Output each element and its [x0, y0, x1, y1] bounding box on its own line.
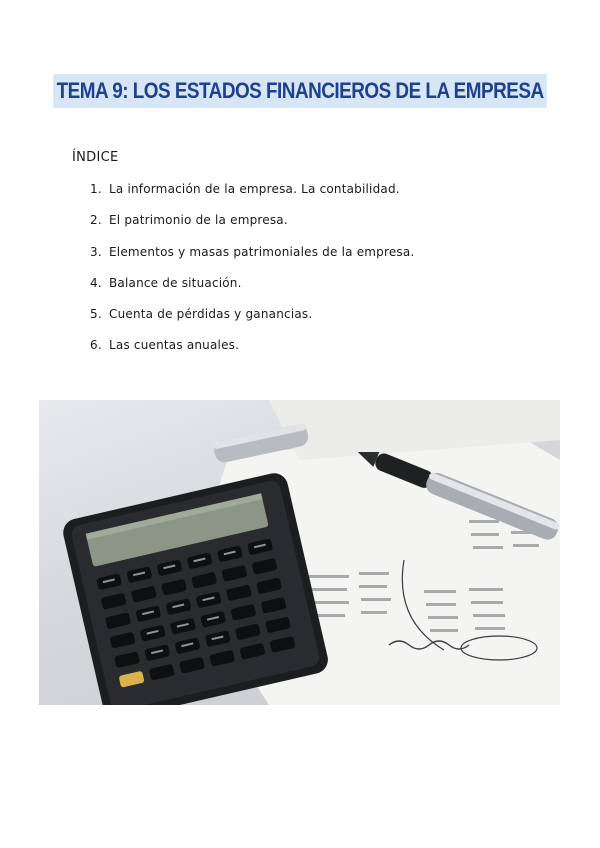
page-title: TEMA 9: LOS ESTADOS FINANCIEROS DE LA EMPRESA	[53, 74, 547, 108]
calculator-photo	[39, 400, 560, 705]
title-container	[0, 74, 600, 108]
calculator-icon	[60, 470, 330, 705]
index-heading: ÍNDICE	[72, 150, 119, 165]
toc-item: 2. El patrimonio de la empresa.	[90, 213, 288, 228]
toc-item: 1. La información de la empresa. La contabilidad.	[90, 182, 400, 196]
toc-item: 3. Elementos y masas patrimoniales de la empresa.	[90, 244, 415, 259]
toc-item: 6. Las cuentas anuales.	[90, 338, 240, 353]
toc-item: 4. Balance de situación.	[90, 275, 242, 290]
table-of-contents	[90, 181, 414, 369]
photo-illustration	[39, 400, 560, 705]
toc-item: 5. Cuenta de pérdidas y ganancias.	[90, 307, 313, 322]
